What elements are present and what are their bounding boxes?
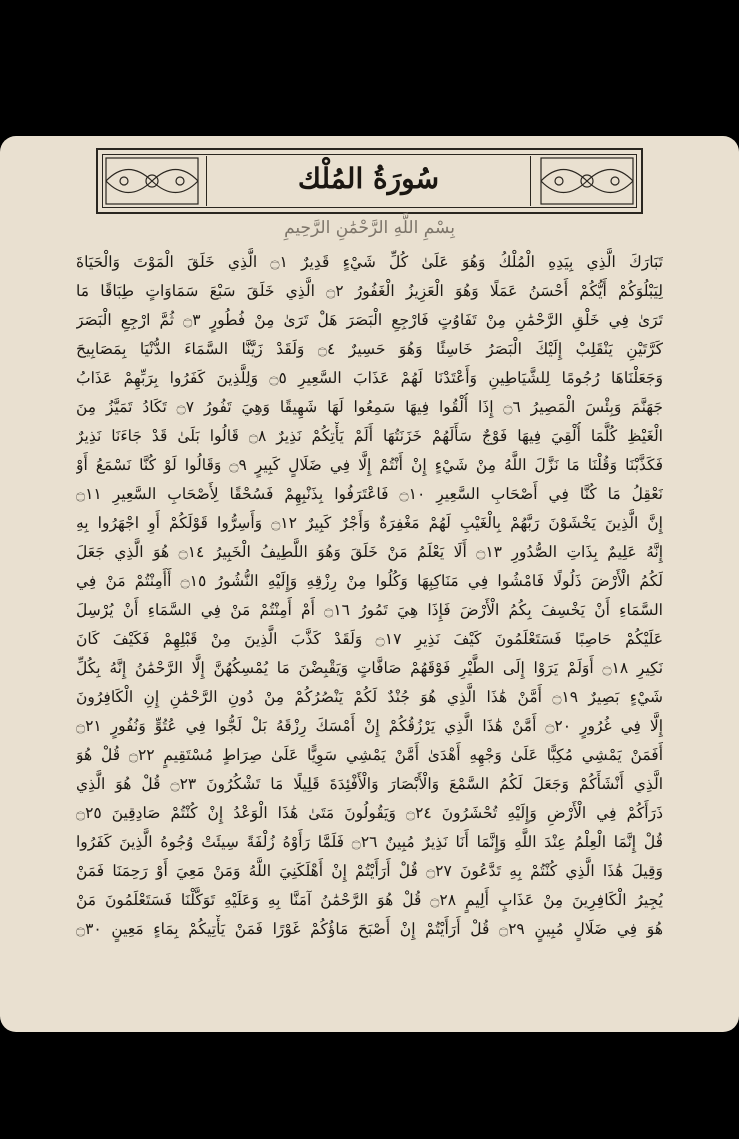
- verse-line: تَبَارَكَ الَّذِي بِيَدِهِ الْمُلْكُ وَهُوَ عَلَىٰ كُلِّ شَيْءٍ قَدِيرٌ ۝١ الَّذِي خَلَقَ الْمَوْتَ وَالْحَيَاةَ: [76, 253, 663, 271]
- verse-line: أَفَمَنْ يَمْشِي مُكِبًّا عَلَىٰ وَجْهِهِ أَهْدَىٰ أَمَّنْ يَمْشِي سَوِيًّا عَلَىٰ صِرَاطٍ مُسْتَقِيمٍ ۝٢٢ قُلْ هُوَ: [76, 746, 663, 764]
- verse-line: هُوَ فِي ضَلَالٍ مُبِينٍ ۝٢٩ قُلْ أَرَأَيْتُمْ إِنْ أَصْبَحَ مَاؤُكُمْ غَوْرًا فَمَنْ يَأْتِيكُمْ بِمَاءٍ مَعِينٍ ۝٣٠: [76, 920, 663, 938]
- ornament-left-icon: [104, 156, 200, 206]
- mushaf-page: [0, 136, 739, 1032]
- verse-line: نَكِيرِ ۝١٨ أَوَلَمْ يَرَوْا إِلَى الطَّيْرِ فَوْقَهُمْ صَافَّاتٍ وَيَقْبِضْنَ مَا يُمْسِكُهُنَّ إِلَّا الرَّحْمَٰنُ إِنَّهُ بِكُلِّ: [76, 659, 663, 677]
- verse-line: فَكَذَّبْنَا وَقُلْنَا مَا نَزَّلَ اللَّهُ مِنْ شَيْءٍ إِنْ أَنْتُمْ إِلَّا فِي ضَلَالٍ كَبِيرٍ ۝٩ وَقَالُوا لَوْ كُنَّا نَسْمَعُ أَوْ: [76, 456, 663, 474]
- verse-line: ذَرَأَكُمْ فِي الْأَرْضِ وَإِلَيْهِ تُحْشَرُونَ ۝٢٤ وَيَقُولُونَ مَتَىٰ هَٰذَا الْوَعْدُ إِنْ كُنْتُمْ صَادِقِينَ ۝٢٥: [76, 804, 663, 822]
- verse-line: الْغَيْظِ كُلَّمَا أُلْقِيَ فِيهَا فَوْجٌ سَأَلَهُمْ خَزَنَتُهَا أَلَمْ يَأْتِكُمْ نَذِيرٌ ۝٨ قَالُوا بَلَىٰ قَدْ جَاءَنَا نَذِيرٌ: [76, 427, 663, 445]
- surah-title-cartouche: [206, 156, 531, 206]
- basmala: بِسْمِ اللَّهِ الرَّحْمَٰنِ الرَّحِيمِ: [284, 218, 455, 238]
- verse-line: إِنَّ الَّذِينَ يَخْشَوْنَ رَبَّهُمْ بِالْغَيْبِ لَهُمْ مَغْفِرَةٌ وَأَجْرٌ كَبِيرٌ ۝١٢ وَأَسِرُّوا قَوْلَكُمْ أَوِ اجْهَرُوا بِهِ: [76, 514, 663, 532]
- verse-line: شَيْءٍ بَصِيرٌ ۝١٩ أَمَّنْ هَٰذَا الَّذِي هُوَ جُنْدٌ لَكُمْ يَنْصُرُكُمْ مِنْ دُونِ الرَّحْمَٰنِ إِنِ الْكَافِرُونَ: [76, 688, 663, 706]
- verse-line: الَّذِي أَنْشَأَكُمْ وَجَعَلَ لَكُمُ السَّمْعَ وَالْأَبْصَارَ وَالْأَفْئِدَةَ قَلِيلًا مَا تَشْكُرُونَ ۝٢٣ قُلْ هُوَ الَّذِي: [76, 775, 663, 793]
- verse-line: إِنَّهُ عَلِيمٌ بِذَاتِ الصُّدُورِ ۝١٣ أَلَا يَعْلَمُ مَنْ خَلَقَ وَهُوَ اللَّطِيفُ الْخَبِيرُ ۝١٤ هُوَ الَّذِي جَعَلَ: [76, 543, 663, 561]
- verse-line: وَقِيلَ هَٰذَا الَّذِي كُنْتُمْ بِهِ تَدَّعُونَ ۝٢٧ قُلْ أَرَأَيْتُمْ إِنْ أَهْلَكَنِيَ اللَّهُ وَمَنْ مَعِيَ أَوْ رَحِمَنَا فَمَنْ: [76, 862, 663, 880]
- verse-line: جَهَنَّمَ وَبِئْسَ الْمَصِيرُ ۝٦ إِذَا أُلْقُوا فِيهَا سَمِعُوا لَهَا شَهِيقًا وَهِيَ تَفُورُ ۝٧ تَكَادُ تَمَيَّزُ مِنَ: [76, 398, 663, 416]
- verse-line: تَرَىٰ فِي خَلْقِ الرَّحْمَٰنِ مِنْ تَفَاوُتٍ فَارْجِعِ الْبَصَرَ هَلْ تَرَىٰ مِنْ فُطُورٍ ۝٣ ثُمَّ ارْجِعِ الْبَصَرَ: [76, 311, 663, 329]
- verse-line: لَكُمُ الْأَرْضَ ذَلُولًا فَامْشُوا فِي مَنَاكِبِهَا وَكُلُوا مِنْ رِزْقِهِ وَإِلَيْهِ النُّشُورُ ۝١٥ أَأَمِنْتُمْ مَنْ فِي: [76, 572, 663, 590]
- verse-line: قُلْ إِنَّمَا الْعِلْمُ عِنْدَ اللَّهِ وَإِنَّمَا أَنَا نَذِيرٌ مُبِينٌ ۝٢٦ فَلَمَّا رَأَوْهُ زُلْفَةً سِيئَتْ وُجُوهُ الَّذِينَ كَفَرُوا: [76, 833, 663, 851]
- surah-title: سُورَةُ المُلْك: [297, 162, 440, 195]
- verse-line: نَعْقِلُ مَا كُنَّا فِي أَصْحَابِ السَّعِيرِ ۝١٠ فَاعْتَرَفُوا بِذَنْبِهِمْ فَسُحْقًا لِأَصْحَابِ السَّعِيرِ ۝١١: [76, 485, 663, 503]
- verse-line: إِلَّا فِي غُرُورٍ ۝٢٠ أَمَّنْ هَٰذَا الَّذِي يَرْزُقُكُمْ إِنْ أَمْسَكَ رِزْقَهُ بَلْ لَجُّوا فِي عُتُوٍّ وَنُفُورٍ ۝٢١: [76, 717, 663, 735]
- verse-line: يُجِيرُ الْكَافِرِينَ مِنْ عَذَابٍ أَلِيمٍ ۝٢٨ قُلْ هُوَ الرَّحْمَٰنُ آمَنَّا بِهِ وَعَلَيْهِ تَوَكَّلْنَا فَسَتَعْلَمُونَ مَنْ: [76, 891, 663, 909]
- ornament-right-icon: [539, 156, 635, 206]
- verse-text-block: [76, 248, 663, 944]
- verse-line: السَّمَاءِ أَنْ يَخْسِفَ بِكُمُ الْأَرْضَ فَإِذَا هِيَ تَمُورُ ۝١٦ أَمْ أَمِنْتُمْ مَنْ فِي السَّمَاءِ أَنْ يُرْسِلَ: [76, 601, 663, 619]
- verse-line: كَرَّتَيْنِ يَنْقَلِبْ إِلَيْكَ الْبَصَرُ خَاسِئًا وَهُوَ حَسِيرٌ ۝٤ وَلَقَدْ زَيَّنَّا السَّمَاءَ الدُّنْيَا بِمَصَابِيحَ: [76, 340, 663, 358]
- verse-line: وَجَعَلْنَاهَا رُجُومًا لِلشَّيَاطِينِ وَأَعْتَدْنَا لَهُمْ عَذَابَ السَّعِيرِ ۝٥ وَلِلَّذِينَ كَفَرُوا بِرَبِّهِمْ عَذَابُ: [76, 369, 663, 387]
- verse-line: عَلَيْكُمْ حَاصِبًا فَسَتَعْلَمُونَ كَيْفَ نَذِيرِ ۝١٧ وَلَقَدْ كَذَّبَ الَّذِينَ مِنْ قَبْلِهِمْ فَكَيْفَ كَانَ: [76, 630, 663, 648]
- surah-header-frame: [96, 148, 643, 214]
- verse-line: لِيَبْلُوَكُمْ أَيُّكُمْ أَحْسَنُ عَمَلًا وَهُوَ الْعَزِيزُ الْغَفُورُ ۝٢ الَّذِي خَلَقَ سَبْعَ سَمَاوَاتٍ طِبَاقًا مَا: [76, 282, 663, 300]
